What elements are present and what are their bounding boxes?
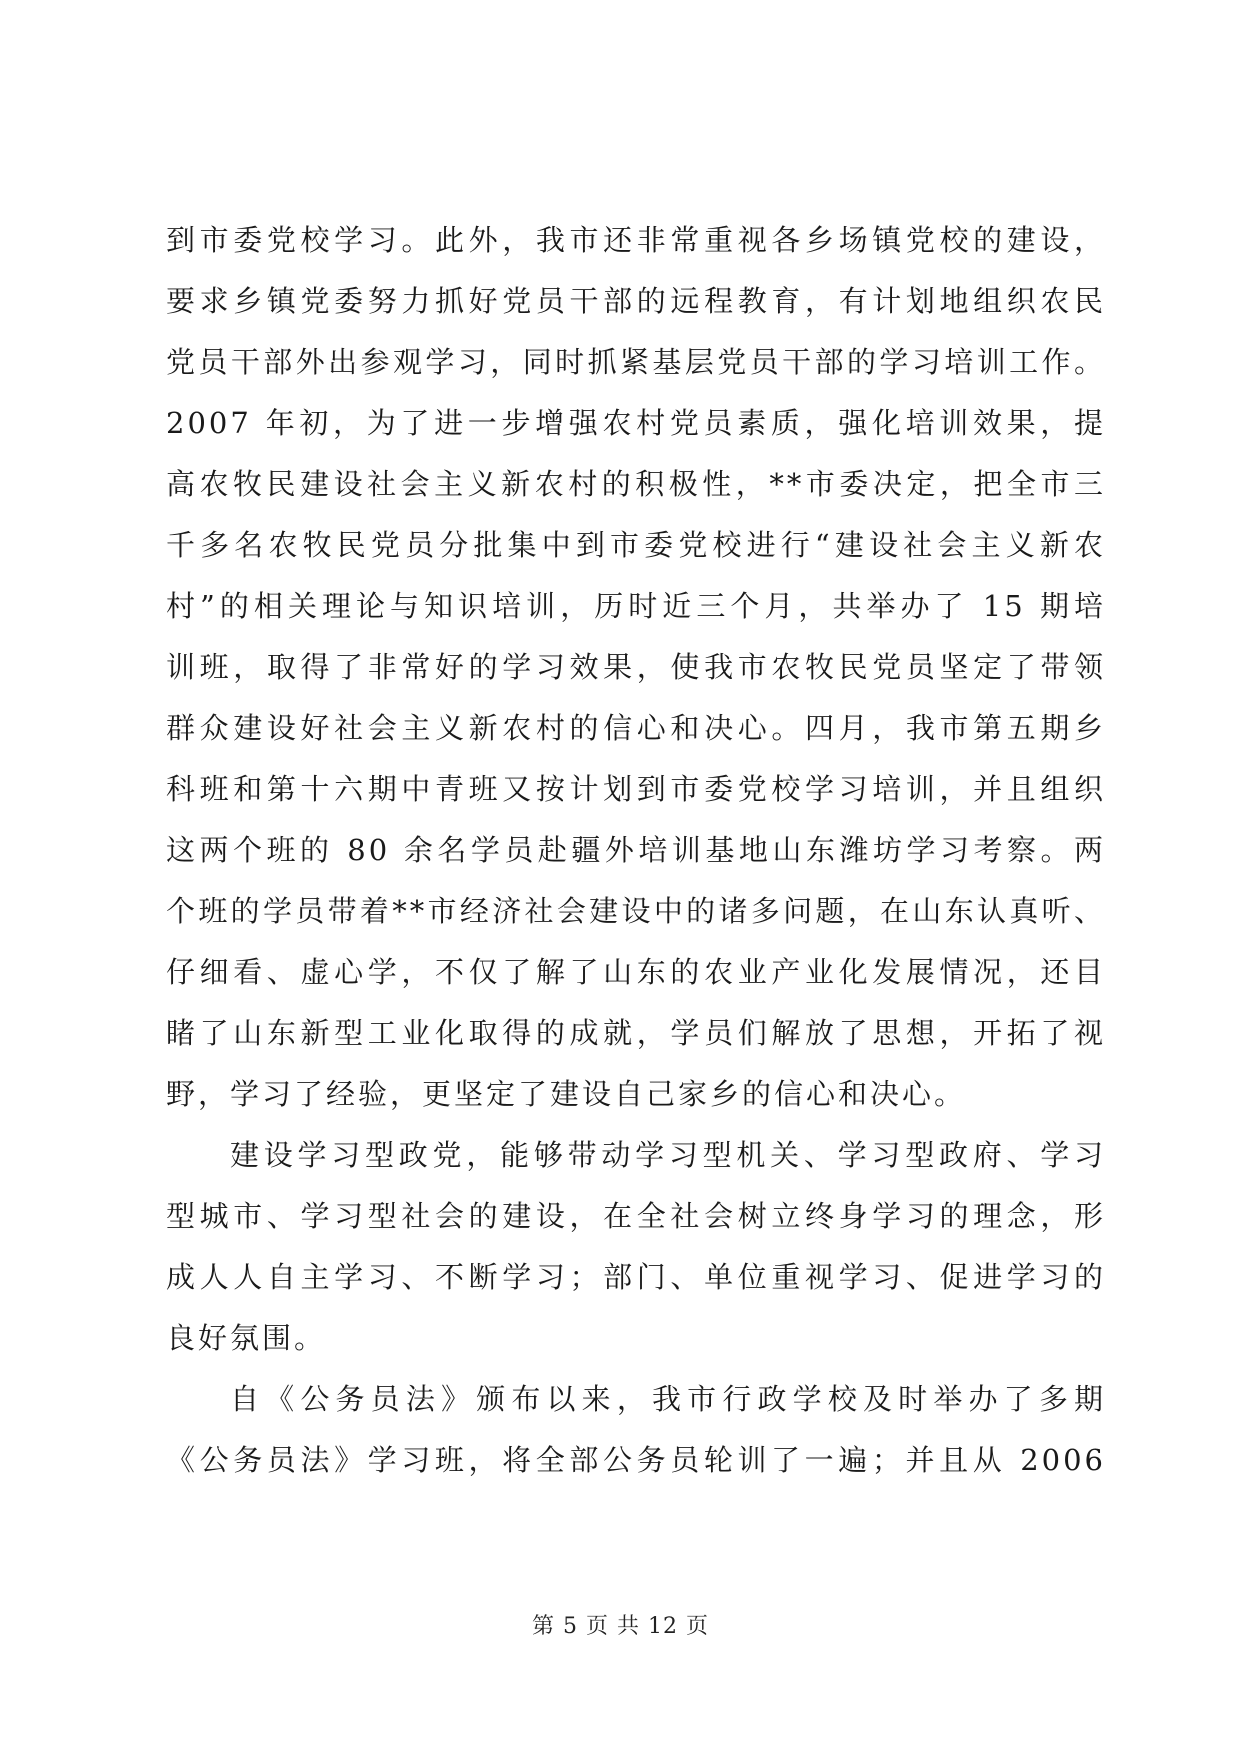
text-line: 到市委党校学习。此外，我市还非常重视各乡场镇党校的建设，	[166, 223, 1106, 257]
text-line: 高农牧民建设社会主义新农村的积极性，**市委决定，把全市三	[166, 467, 1106, 501]
text-line: 个班的学员带着**市经济社会建设中的诸多问题，在山东认真听、	[166, 894, 1106, 928]
text-line: 这两个班的 80 余名学员赴疆外培训基地山东潍坊学习考察。两	[166, 833, 1106, 867]
text-line: 要求乡镇党委努力抓好党员干部的远程教育，有计划地组织农民	[166, 284, 1106, 318]
text-line: 2007 年初，为了进一步增强农村党员素质，强化培训效果，提	[166, 406, 1106, 440]
text-line: 野，学习了经验，更坚定了建设自己家乡的信心和决心。	[166, 1077, 967, 1111]
text-line: 睹了山东新型工业化取得的成就，学员们解放了思想，开拓了视	[166, 1016, 1106, 1050]
page-number-footer: 第 5 页 共 12 页	[532, 1614, 709, 1639]
body-text	[166, 210, 1106, 1491]
text-line: 村”的相关理论与知识培训，历时近三个月，共举办了 15 期培	[166, 589, 1106, 623]
text-line: 型城市、学习型社会的建设，在全社会树立终身学习的理念，形	[166, 1199, 1106, 1233]
text-line: 群众建设好社会主义新农村的信心和决心。四月，我市第五期乡	[166, 711, 1106, 745]
text-line: 党员干部外出参观学习，同时抓紧基层党员干部的学习培训工作。	[166, 345, 1106, 379]
text-line: 成人人自主学习、不断学习；部门、单位重视学习、促进学习的	[166, 1260, 1106, 1294]
paragraph-first-line: 自《公务员法》颁布以来，我市行政学校及时举办了多期	[230, 1382, 1106, 1416]
text-line: 《公务员法》学习班，将全部公务员轮训了一遍；并且从 2006	[166, 1443, 1106, 1477]
text-line: 仔细看、虚心学，不仅了解了山东的农业产业化发展情况，还目	[166, 955, 1106, 989]
paragraph-first-line: 建设学习型政党，能够带动学习型机关、学习型政府、学习	[230, 1138, 1106, 1172]
text-line: 科班和第十六期中青班又按计划到市委党校学习培训，并且组织	[166, 772, 1106, 806]
text-line: 训班，取得了非常好的学习效果，使我市农牧民党员坚定了带领	[166, 650, 1106, 684]
text-line: 千多名农牧民党员分批集中到市委党校进行“建设社会主义新农	[166, 528, 1106, 562]
text-line: 良好氛围。	[166, 1321, 327, 1355]
